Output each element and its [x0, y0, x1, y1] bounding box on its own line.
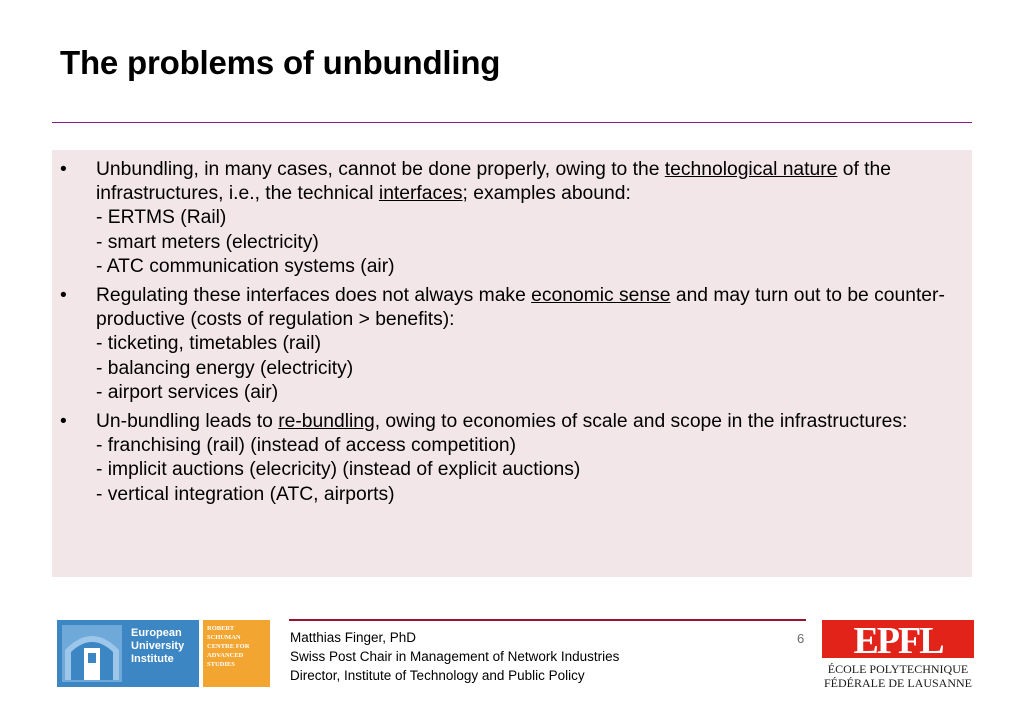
eui-name-line-3: Institute [131, 653, 174, 665]
sub-item: - vertical integration (ATC, airports) [96, 483, 395, 505]
sub-item: - ATC communication systems (air) [96, 255, 395, 277]
footer-chair: Swiss Post Chair in Management of Network Industries [290, 649, 620, 664]
bullet-2-text: Regulating these interfaces does not always make [96, 285, 532, 307]
bullet-marker: • [60, 411, 67, 433]
slide-title: The problems of unbundling [60, 44, 501, 81]
footer-role: Director, Institute of Technology and Public Policy [290, 668, 585, 683]
footer-author-block [290, 628, 619, 685]
rsc-line-1: ROBERT [207, 625, 235, 632]
epfl-line-2: FÉDÉRALE DE LAUSANNE [824, 676, 972, 690]
eui-logo [57, 620, 270, 687]
sub-item: - ticketing, timetables (rail) [96, 333, 322, 355]
content-box [52, 150, 972, 577]
bullet-3-after: , owing to economies of scale and scope in the infrastructures: [374, 411, 908, 433]
bullet-3-underline-1: re-bundling [278, 411, 375, 433]
eui-name-line-1: European [131, 627, 182, 639]
bullet-marker: • [60, 159, 67, 180]
bullet-1-text: Unbundling, in many cases, cannot be done properly, owing to the [96, 159, 665, 180]
bullet-marker: • [60, 285, 67, 307]
sub-item: - smart meters (electricity) [96, 231, 319, 253]
page-number: 6 [797, 631, 805, 646]
bullet-2-after: and may turn out to be counter-productive (costs of regulation > benefits): [96, 285, 945, 331]
bullet-1-underline-1: technological nature [664, 159, 838, 180]
bullet-2-underline-1: economic sense [531, 285, 671, 307]
eui-window-icon [88, 653, 96, 663]
bullet-item-1 [52, 158, 972, 279]
sub-item: - airport services (air) [96, 381, 279, 403]
epfl-logo [822, 620, 974, 690]
bullet-list [52, 150, 972, 507]
eui-door-icon [84, 648, 100, 680]
bullet-1-underline-2: interfaces [378, 183, 463, 205]
footer-author: Matthias Finger, PhD [290, 630, 417, 645]
rsc-line-2: SCHUMAN [207, 634, 241, 641]
bullet-item-2 [52, 284, 972, 405]
bullet-1-middle: of the infrastructures, i.e., the technical [96, 159, 891, 205]
bullet-item-3 [52, 410, 972, 507]
sub-item: - balancing energy (electricity) [96, 357, 354, 379]
bullet-1-after: ; examples abound: [462, 183, 631, 205]
sub-item: - franchising (rail) (instead of access competition) [96, 435, 517, 457]
rsc-line-5: STUDIES [207, 661, 235, 668]
epfl-line-1: ÉCOLE POLYTECHNIQUE [827, 662, 969, 676]
sub-item: - implicit auctions (elecricity) (instead of explicit auctions) [96, 459, 581, 481]
bullet-3-text: Un-bundling leads to [96, 411, 279, 433]
rsc-line-3: CENTRE FOR [207, 643, 250, 650]
title-divider [52, 122, 972, 123]
rsc-line-4: ADVANCED [207, 652, 244, 659]
sub-item: - ERTMS (Rail) [96, 207, 227, 229]
eui-name-line-2: University [131, 640, 185, 652]
epfl-mark: EPFL [853, 620, 943, 662]
footer-divider [289, 619, 806, 621]
